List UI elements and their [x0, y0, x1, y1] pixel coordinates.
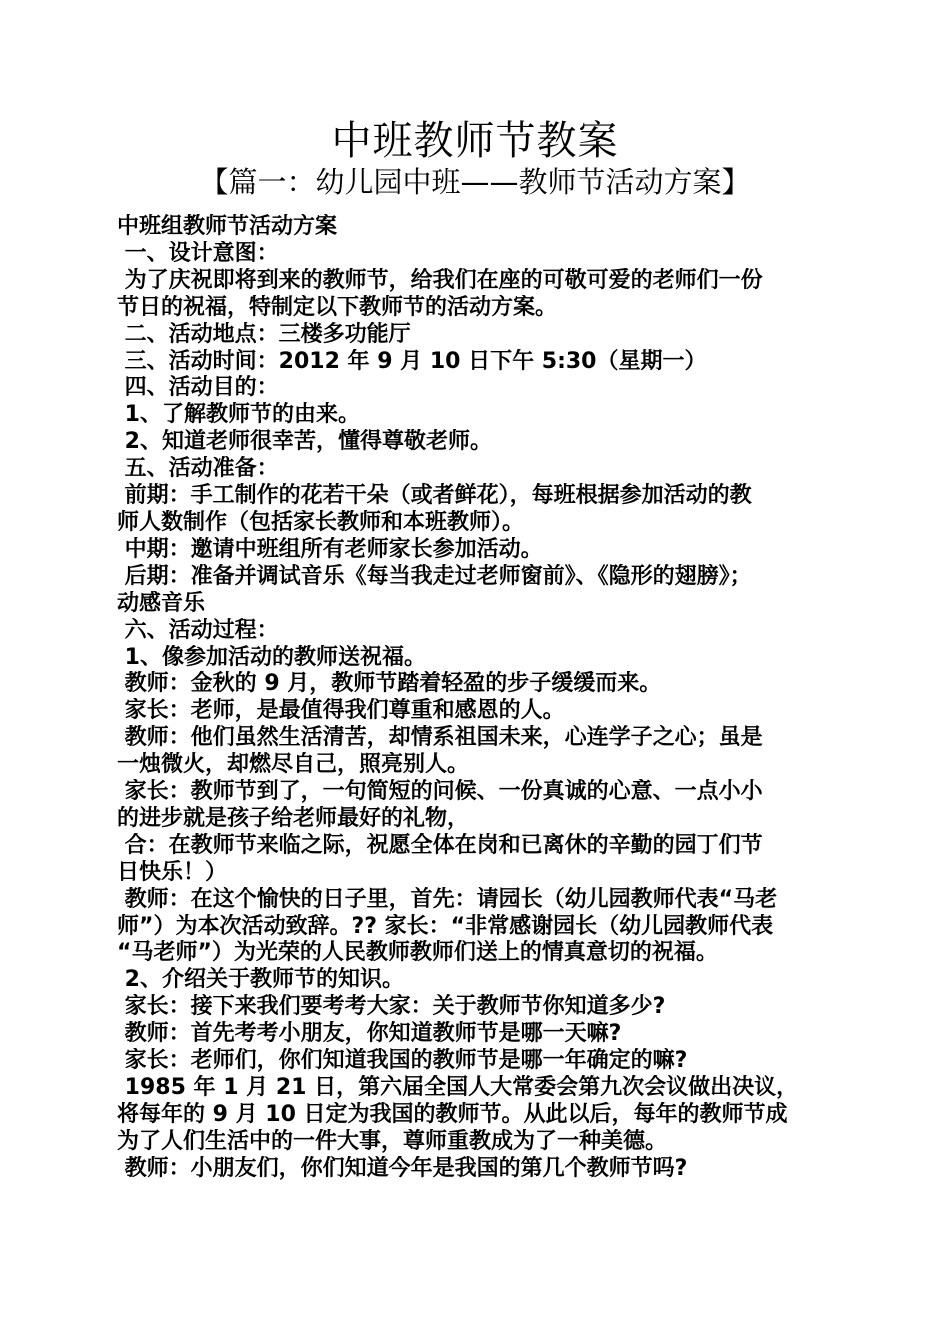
body-line: 节日的祝福，特制定以下教师节的活动方案。 [117, 294, 558, 320]
body-line: 1、了解教师节的由来。 [117, 402, 360, 428]
body-line: 一、设计意图： [117, 240, 279, 266]
body-line: 师人数制作（包括家长教师和本班教师）。 [117, 509, 525, 535]
body-line: 动感音乐 [117, 590, 206, 616]
body-line: 教师：他们虽然生活清苦，却情系祖国未来，心连学子之心；虽是 [117, 725, 763, 751]
document-body [117, 214, 829, 1183]
body-line: 一烛微火，却燃尽自己，照亮别人。 [117, 752, 470, 778]
body-line: 教师：金秋的 9 月，教师节踏着轻盈的步子缓缓而来。 [117, 671, 662, 697]
body-line: 三、活动时间：2012 年 9 月 10 日下午 5:30（星期一） [117, 348, 707, 374]
document-title: 中班教师节教案 [331, 118, 619, 164]
body-line: 前期：手工制作的花若干朵（或者鲜花），每班根据参加活动的教 [117, 483, 752, 509]
body-line: 日快乐！） [117, 859, 228, 885]
body-line: 师”）为本次活动致辞。?? 家长：“非常感谢园长（幼儿园教师代表 [117, 913, 774, 939]
body-line: 后期：准备并调试音乐《每当我走过老师窗前》、《隐形的翅膀》； [117, 563, 752, 589]
body-line: 2、知道老师很幸苦，懂得尊敬老师。 [117, 429, 492, 455]
body-line: 家长：老师们，你们知道我国的教师节是哪一年确定的嘛? [117, 1048, 688, 1074]
document-subtitle: 【篇一：幼儿园中班——教师节活动方案】 [199, 165, 751, 199]
body-line: 的进步就是孩子给老师最好的礼物， [117, 805, 470, 831]
body-line: 1、像参加活动的教师送祝福。 [117, 644, 426, 670]
body-line: 家长：老师，是最值得我们尊重和感恩的人。 [117, 698, 565, 724]
body-line: 将每年的 9 月 10 日定为我国的教师节。从此以后，每年的教师节成 [117, 1101, 788, 1127]
body-line: 为了人们生活中的一件大事，尊师重教成为了一种美德。 [117, 1128, 668, 1154]
body-line: 2、介绍关于教师节的知识。 [117, 967, 404, 993]
body-line: 四、活动目的： [117, 375, 279, 401]
body-line: 二、活动地点：三楼多功能厅 [117, 321, 411, 347]
body-line: 合：在教师节来临之际，祝愿全体在岗和已离休的辛勤的园丁们节 [117, 832, 763, 858]
body-line: 家长：教师节到了，一句简短的问候、一份真诚的心意、一点小小 [117, 779, 763, 805]
body-line: 家长：接下来我们要考考大家：关于教师节你知道多少? [117, 994, 666, 1020]
body-line: 为了庆祝即将到来的教师节，给我们在座的可敬可爱的老师们一份 [117, 267, 763, 293]
body-line: 教师：在这个愉快的日子里，首先：请园长（幼儿园教师代表“马老 [117, 886, 778, 912]
body-line: 六、活动过程： [117, 617, 279, 643]
body-line: 中期：邀请中班组所有老师家长参加活动。 [117, 536, 543, 562]
body-line: 教师：小朋友们，你们知道今年是我国的第几个教师节吗? [117, 1155, 688, 1181]
body-line: “马老师”）为光荣的人民教师教师们送上的情真意切的祝福。 [117, 940, 718, 966]
body-line: 五、活动准备： [117, 456, 279, 482]
body-line: 1985 年 1 月 21 日，第六届全国人大常委会第九次会议做出决议， [117, 1075, 799, 1100]
body-line: 中班组教师节活动方案 [117, 214, 338, 239]
body-line: 教师：首先考考小朋友，你知道教师节是哪一天嘛? [117, 1021, 622, 1047]
